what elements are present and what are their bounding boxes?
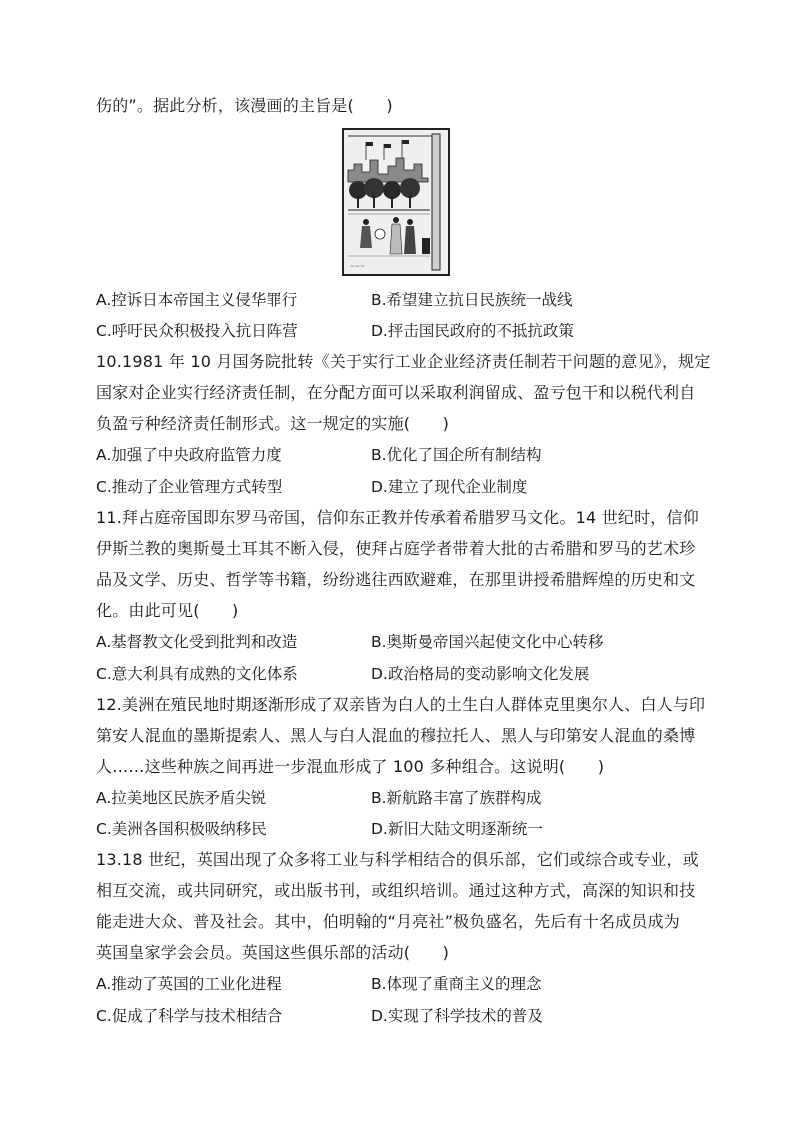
q13-stem-line: 英国皇家学会会员。英国这些俱乐部的活动( ) [96,943,450,962]
svg-text:~~~: ~~~ [350,263,366,270]
q12-stem-line: 12.美洲在殖民地时期逐渐形成了双亲皆为白人的土生白人群体克里奥尔人、白人与印 [96,695,706,714]
q11-option-d: D.政治格局的变动影响文化发展 [371,665,590,683]
q10-option-c: C.推动了企业管理方式转型 [96,478,283,496]
q11-option-b: B.奥斯曼帝国兴起使文化中心转移 [371,633,604,651]
q9-option-c: C.呼吁民众积极投入抗日阵营 [96,322,298,340]
q12-option-b: B.新航路丰富了族群构成 [371,789,542,807]
q11-stem-line: 化。由此可见( ) [96,601,239,620]
q9-stem-end: 伤的”。据此分析，该漫画的主旨是( ) [96,96,393,115]
q9-option-a: A.控诉日本帝国主义侵华罪行 [96,291,298,309]
q12-option-d: D.新旧大陆文明逐渐统一 [371,820,543,838]
q13-stem-line: 能走进大众、普及社会。其中，伯明翰的“月亮社”极负盛名，先后有十名成员成为 [96,912,680,931]
q12-option-a: A.拉美地区民族矛盾尖锐 [96,789,267,807]
q13-option-c: C.促成了科学与技术相结合 [96,1007,283,1025]
q12-stem-line: 人……这些种族之间再进一步混血形成了 100 多种组合。这说明( ) [96,757,605,776]
q11-stem-line: 11.拜占庭帝国即东罗马帝国，信仰东正教并传承着希腊罗马文化。14 世纪时，信仰 [96,508,699,527]
q9-option-b: B.希望建立抗日民族统一战线 [371,291,573,309]
q11-stem-line: 伊斯兰教的奥斯曼土耳其不断入侵，使拜占庭学者带着大批的古希腊和罗马的艺术珍 [96,539,696,558]
q13-option-b: B.体现了重商主义的理念 [371,975,542,993]
q12-option-c: C.美洲各国积极吸纳移民 [96,820,267,838]
q11-stem-line: 品及文学、历史、哲学等书籍，纷纷逃往西欧避难，在那里讲授希腊辉煌的历史和文 [96,570,696,589]
q13-option-a: A.推动了英国的工业化进程 [96,975,282,993]
q10-stem-line: 国家对企业实行经济责任制，在分配方面可以采取利润留成、盈亏包干和以税代利自 [96,383,696,402]
q9-option-d: D.抨击国民政府的不抵抗政策 [371,322,574,340]
q10-option-b: B.优化了国企所有制结构 [371,446,542,464]
q10-option-a: A.加强了中央政府监管力度 [96,446,282,464]
q10-stem-line: 负盈亏种经济责任制形式。这一规定的实施( ) [96,414,450,433]
cartoon-illustration [344,130,448,274]
q10-option-d: D.建立了现代企业制度 [371,478,528,496]
political-cartoon-image [342,128,450,276]
q10-stem-line: 10.1981 年 10 月国务院批转《关于实行工业企业经济责任制若干问题的意见》，规定 [96,352,711,371]
q13-stem-line: 相互交流，或共同研究，或出版书刊，或组织培训。通过这种方式，高深的知识和技 [96,881,696,900]
q11-option-a: A.基督教文化受到批判和改造 [96,633,298,651]
q11-option-c: C.意大利具有成熟的文化体系 [96,665,298,683]
q13-option-d: D.实现了科学技术的普及 [371,1007,543,1025]
q13-stem-line: 13.18 世纪，英国出现了众多将工业与科学相结合的俱乐部，它们或综合或专业，或 [96,850,699,869]
q12-stem-line: 第安人混血的墨斯提索人、黑人与白人混血的穆拉托人、黑人与印第安人混血的桑博 [96,726,696,745]
